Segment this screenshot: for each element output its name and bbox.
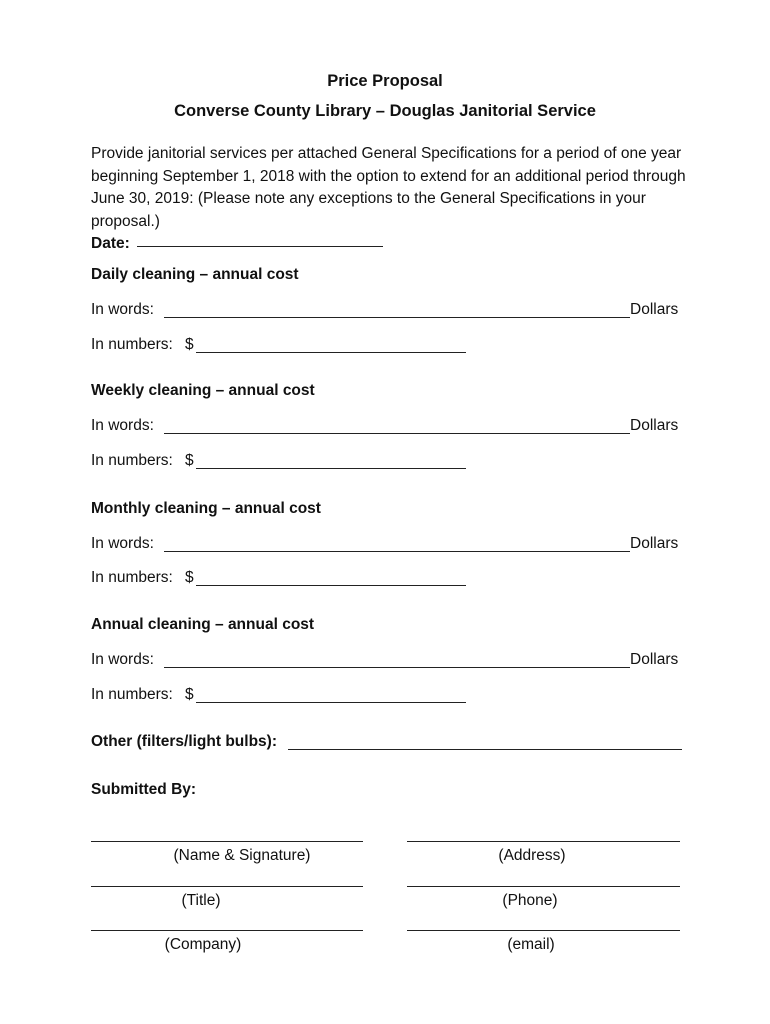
in-numbers-label: In numbers:: [91, 452, 173, 469]
dollars-label: Dollars: [630, 535, 679, 552]
phone-field[interactable]: [407, 886, 680, 887]
date-label: Date:: [91, 235, 130, 252]
phone-caption: (Phone): [502, 892, 558, 909]
daily-numbers-field[interactable]: [196, 352, 466, 353]
email-caption: (email): [507, 936, 555, 953]
company-caption: (Company): [164, 936, 242, 953]
address-field[interactable]: [407, 841, 680, 842]
dollar-sign: $: [185, 336, 194, 353]
other-field[interactable]: [288, 749, 682, 750]
in-numbers-label: In numbers:: [91, 569, 173, 586]
annual-words-field[interactable]: [164, 667, 630, 668]
monthly-numbers-field[interactable]: [196, 585, 466, 586]
email-field[interactable]: [407, 930, 680, 931]
weekly-words-field[interactable]: [164, 433, 630, 434]
in-words-label: In words:: [91, 417, 154, 434]
section-heading-daily: Daily cleaning – annual cost: [91, 266, 299, 283]
date-field[interactable]: [137, 246, 383, 247]
company-field[interactable]: [91, 930, 363, 931]
name-signature-field[interactable]: [91, 841, 363, 842]
dollar-sign: $: [185, 452, 194, 469]
in-words-label: In words:: [91, 651, 154, 668]
other-label: Other (filters/light bulbs):: [91, 733, 277, 750]
annual-numbers-field[interactable]: [196, 702, 466, 703]
intro-paragraph: [91, 143, 691, 256]
dollars-label: Dollars: [630, 417, 679, 434]
dollars-label: Dollars: [630, 651, 679, 668]
name-signature-caption: (Name & Signature): [173, 847, 311, 864]
dollar-sign: $: [185, 569, 194, 586]
monthly-words-field[interactable]: [164, 551, 630, 552]
in-words-label: In words:: [91, 535, 154, 552]
submitted-by-heading: Submitted By:: [91, 781, 197, 798]
form-title: Price Proposal: [327, 72, 443, 90]
address-caption: (Address): [498, 847, 566, 864]
in-numbers-label: In numbers:: [91, 686, 173, 703]
in-words-label: In words:: [91, 301, 154, 318]
section-heading-weekly: Weekly cleaning – annual cost: [91, 382, 315, 399]
section-heading-monthly: Monthly cleaning – annual cost: [91, 500, 321, 517]
weekly-numbers-field[interactable]: [196, 468, 466, 469]
section-heading-annual: Annual cleaning – annual cost: [91, 616, 315, 633]
intro-text: Provide janitorial services per attached General Specifications for a period of one year beginning September 1, 2018 with the option to extend for an additional period through June 30, 2019: (Please note any exceptions to the General Specifications in your proposal.): [91, 145, 686, 230]
dollars-label: Dollars: [630, 301, 679, 318]
daily-words-field[interactable]: [164, 317, 630, 318]
dollar-sign: $: [185, 686, 194, 703]
form-subtitle: Converse County Library – Douglas Janitorial Service: [174, 102, 596, 120]
title-caption: (Title): [181, 892, 221, 909]
in-numbers-label: In numbers:: [91, 336, 173, 353]
title-field[interactable]: [91, 886, 363, 887]
